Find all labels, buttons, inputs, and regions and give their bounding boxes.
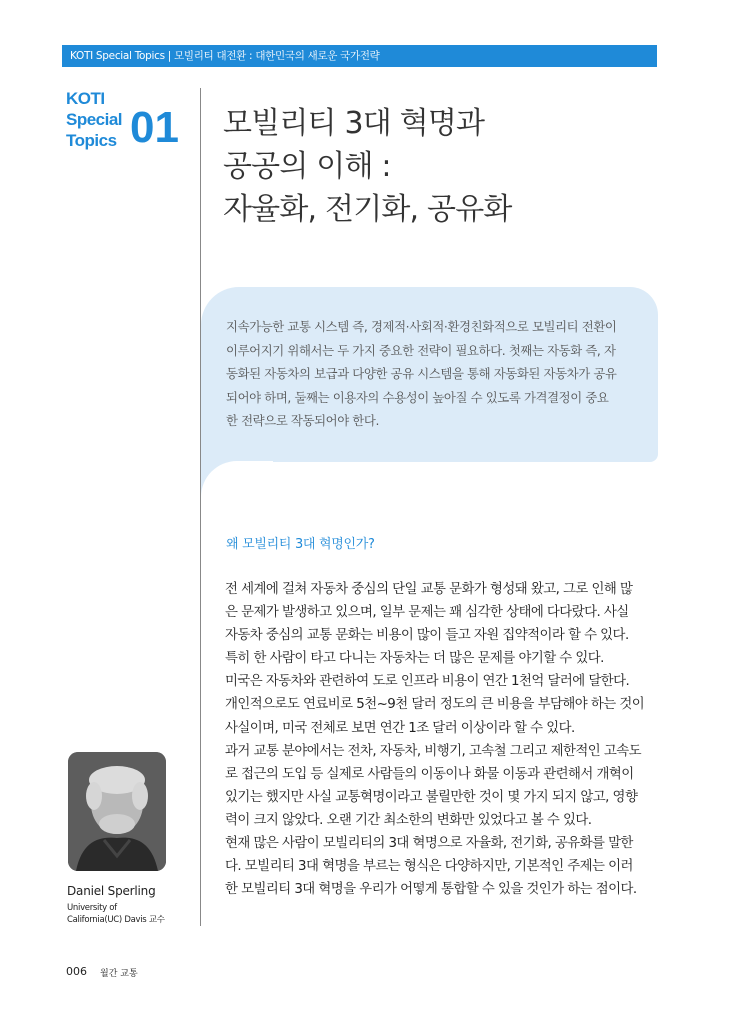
body-line: 한 모빌리티 3대 혁명을 우리가 어떻게 통합할 수 있을 것인가 하는 점이다. (225, 882, 637, 898)
body-line: 현재 많은 사람이 모빌리티의 3대 혁명으로 자율화, 전기화, 공유화를 말한 (225, 836, 633, 852)
body-line: 로 접근의 도입 등 실제로 사람들의 이동이나 화물 이동과 관련해서 개혁이 (225, 766, 634, 782)
author-affiliation (67, 902, 187, 926)
body-line: 사실이며, 미국 전체로 보면 연간 1조 달러 이상이라 할 수 있다. (225, 720, 575, 736)
abstract-text (226, 315, 646, 433)
series-line: KOTI (66, 89, 105, 108)
body-line: 개인적으로도 연료비로 5천~9천 달러 정도의 큰 비용을 부담해야 하는 것이 (225, 697, 645, 713)
affiliation-line: University of (67, 903, 117, 913)
series-line: Special (66, 110, 123, 129)
affiliation-line: California(UC) Davis 교수 (67, 915, 165, 925)
author-portrait-icon (68, 752, 166, 871)
series-line: Topics (66, 131, 117, 150)
publication-name: 월간 교통 (100, 969, 138, 979)
series-label (66, 88, 136, 151)
body-line: 력이 크지 않았다. 오랜 기간 최소한의 변화만 있었다고 볼 수 있다. (225, 812, 592, 828)
body-text (225, 578, 660, 901)
body-line: 있기는 했지만 사실 교통혁명이라고 불릴만한 것이 몇 가지 되지 않고, 영향 (225, 789, 638, 805)
body-line: 자동차 중심의 교통 문화는 비용이 많이 들고 자원 집약적이라 할 수 있다. (225, 628, 629, 644)
body-line: 미국은 자동차와 관련하여 도로 인프라 비용이 연간 1천억 달러에 달한다. (225, 674, 630, 690)
author-name: Daniel Sperling (67, 884, 156, 898)
page-number: 006 (66, 965, 87, 978)
section-heading: 왜 모빌리티 3대 혁명인가? (226, 537, 375, 552)
abstract-line: 되어야 하며, 둘째는 이용자의 수용성이 높아질 수 있도록 가격결정이 중요 (226, 389, 609, 405)
body-line: 특히 한 사람이 타고 다니는 자동차는 더 많은 문제를 야기할 수 있다. (225, 651, 604, 667)
header-bar-text: KOTI Special Topics | 모빌리티 대전환 : 대한민국의 새로운 국가전략 (70, 50, 380, 62)
abstract-line: 동화된 자동차의 보급과 다양한 공유 시스템을 통해 자동화된 자동차가 공유 (226, 366, 617, 382)
abstract-line: 이루어지기 위해서는 두 가지 중요한 전략이 필요하다. 첫째는 자동화 즉, 자 (226, 342, 616, 358)
title-line: 자율화, 전기화, 공유화 (223, 192, 512, 227)
page-title (223, 102, 663, 231)
title-line: 공공의 이해 : (223, 149, 391, 184)
header-bar (62, 45, 657, 67)
body-line: 다. 모빌리티 3대 혁명을 부르는 형식은 다양하지만, 기본적인 주제는 이러 (225, 859, 633, 875)
title-line: 모빌리티 3대 혁명과 (223, 106, 485, 141)
abstract-line: 지속가능한 교통 시스템 즉, 경제적·사회적·환경친화적으로 모빌리티 전환이 (226, 319, 617, 334)
body-line: 과거 교통 분야에서는 전차, 자동차, 비행기, 고속철 그리고 제한적인 고속도 (225, 743, 642, 759)
body-line: 은 문제가 발생하고 있으며, 일부 문제는 꽤 심각한 상태에 다다랐다. 사실 (225, 605, 629, 621)
author-photo (68, 752, 166, 871)
series-number: 01 (130, 103, 179, 152)
body-line: 전 세계에 걸쳐 자동차 중심의 단일 교통 문화가 형성돼 왔고, 그로 인해 많 (225, 582, 633, 597)
abstract-box-tail-curve (201, 461, 273, 533)
abstract-line: 한 전략으로 작동되어야 한다. (226, 413, 379, 429)
